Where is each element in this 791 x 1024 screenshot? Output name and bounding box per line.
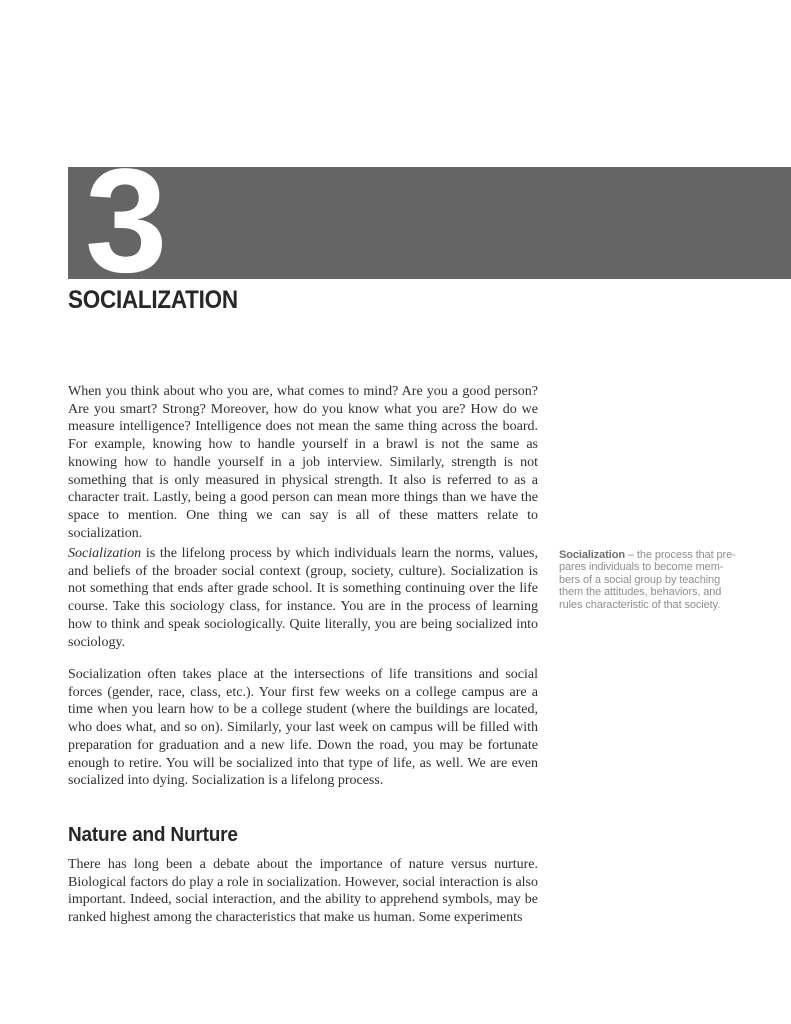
margin-note-line: bers of a social group by teaching (559, 573, 721, 586)
chapter-number: 3 (85, 138, 164, 304)
margin-note-socialization (559, 549, 736, 611)
margin-note-term: Socialization (559, 549, 625, 561)
paragraph-intro: When you think about who you are, what comes to mind? Are you a good person? Are you smart? Strong? Moreover, how do you know what you are? How do we measure intelligence? Intelligence does not mean the same thing across the board. For example, knowing how to handle yourself in a brawl is not the same as knowing how to handle yourself in a job interview. Similarly, strength is not something that is only measured in physical strength. It also is referred to as a character trait. Lastly, being a good person can mean more things than we have the space to mention. One thing we can say is all of these matters relate to socialization. (68, 384, 538, 541)
margin-note-line (559, 549, 736, 561)
margin-note-line: rules characteristic of that society. (559, 598, 721, 611)
section-heading-nature-and-nurture: Nature and Nurture (68, 824, 238, 846)
chapter-title: SOCIALIZATION (68, 286, 238, 314)
paragraph-life-transitions: Socialization often takes place at the intersections of life transitions and social forces (gender, race, class, etc.). Your first few weeks on a college campus are a time when you learn how to be a college student (where the buildings are located, who does what, and so on). Similarly, your last week on campus will be filled with preparation for graduation and a new life. Down the road, you may be fortunate enough to retire. You will be socialized into that type of life, as well. We are even socialized into dying. Socialization is a lifelong process. (68, 667, 538, 789)
margin-note-text: – the process that pre- (624, 549, 736, 561)
paragraph-socialization-definition (68, 545, 538, 651)
margin-note-line: them the attitudes, behaviors, and (559, 586, 722, 599)
paragraph-text: is the lifelong process by which individuals learn the norms, values, and beliefs of the broader social context (group, society, culture). Socialization is not something that ends after grade school. It is something continuing over the life course. Take this sociology class, for instance. You are in the process of learning how to think and speak sociologically. Quite literally, you are being socialized into sociology. (68, 546, 538, 650)
paragraph-nature-nurture: There has long been a debate about the importance of nature versus nurture. Biological factors do play a role in socialization. However, social interaction is also important. Indeed, social interaction, and the ability to apprehend symbols, may be ranked highest among the characteristics that make us human. Some experiments (68, 857, 538, 926)
margin-note-line: pares individuals to become mem- (559, 561, 724, 574)
italic-lead-term: Socialization (68, 546, 142, 561)
